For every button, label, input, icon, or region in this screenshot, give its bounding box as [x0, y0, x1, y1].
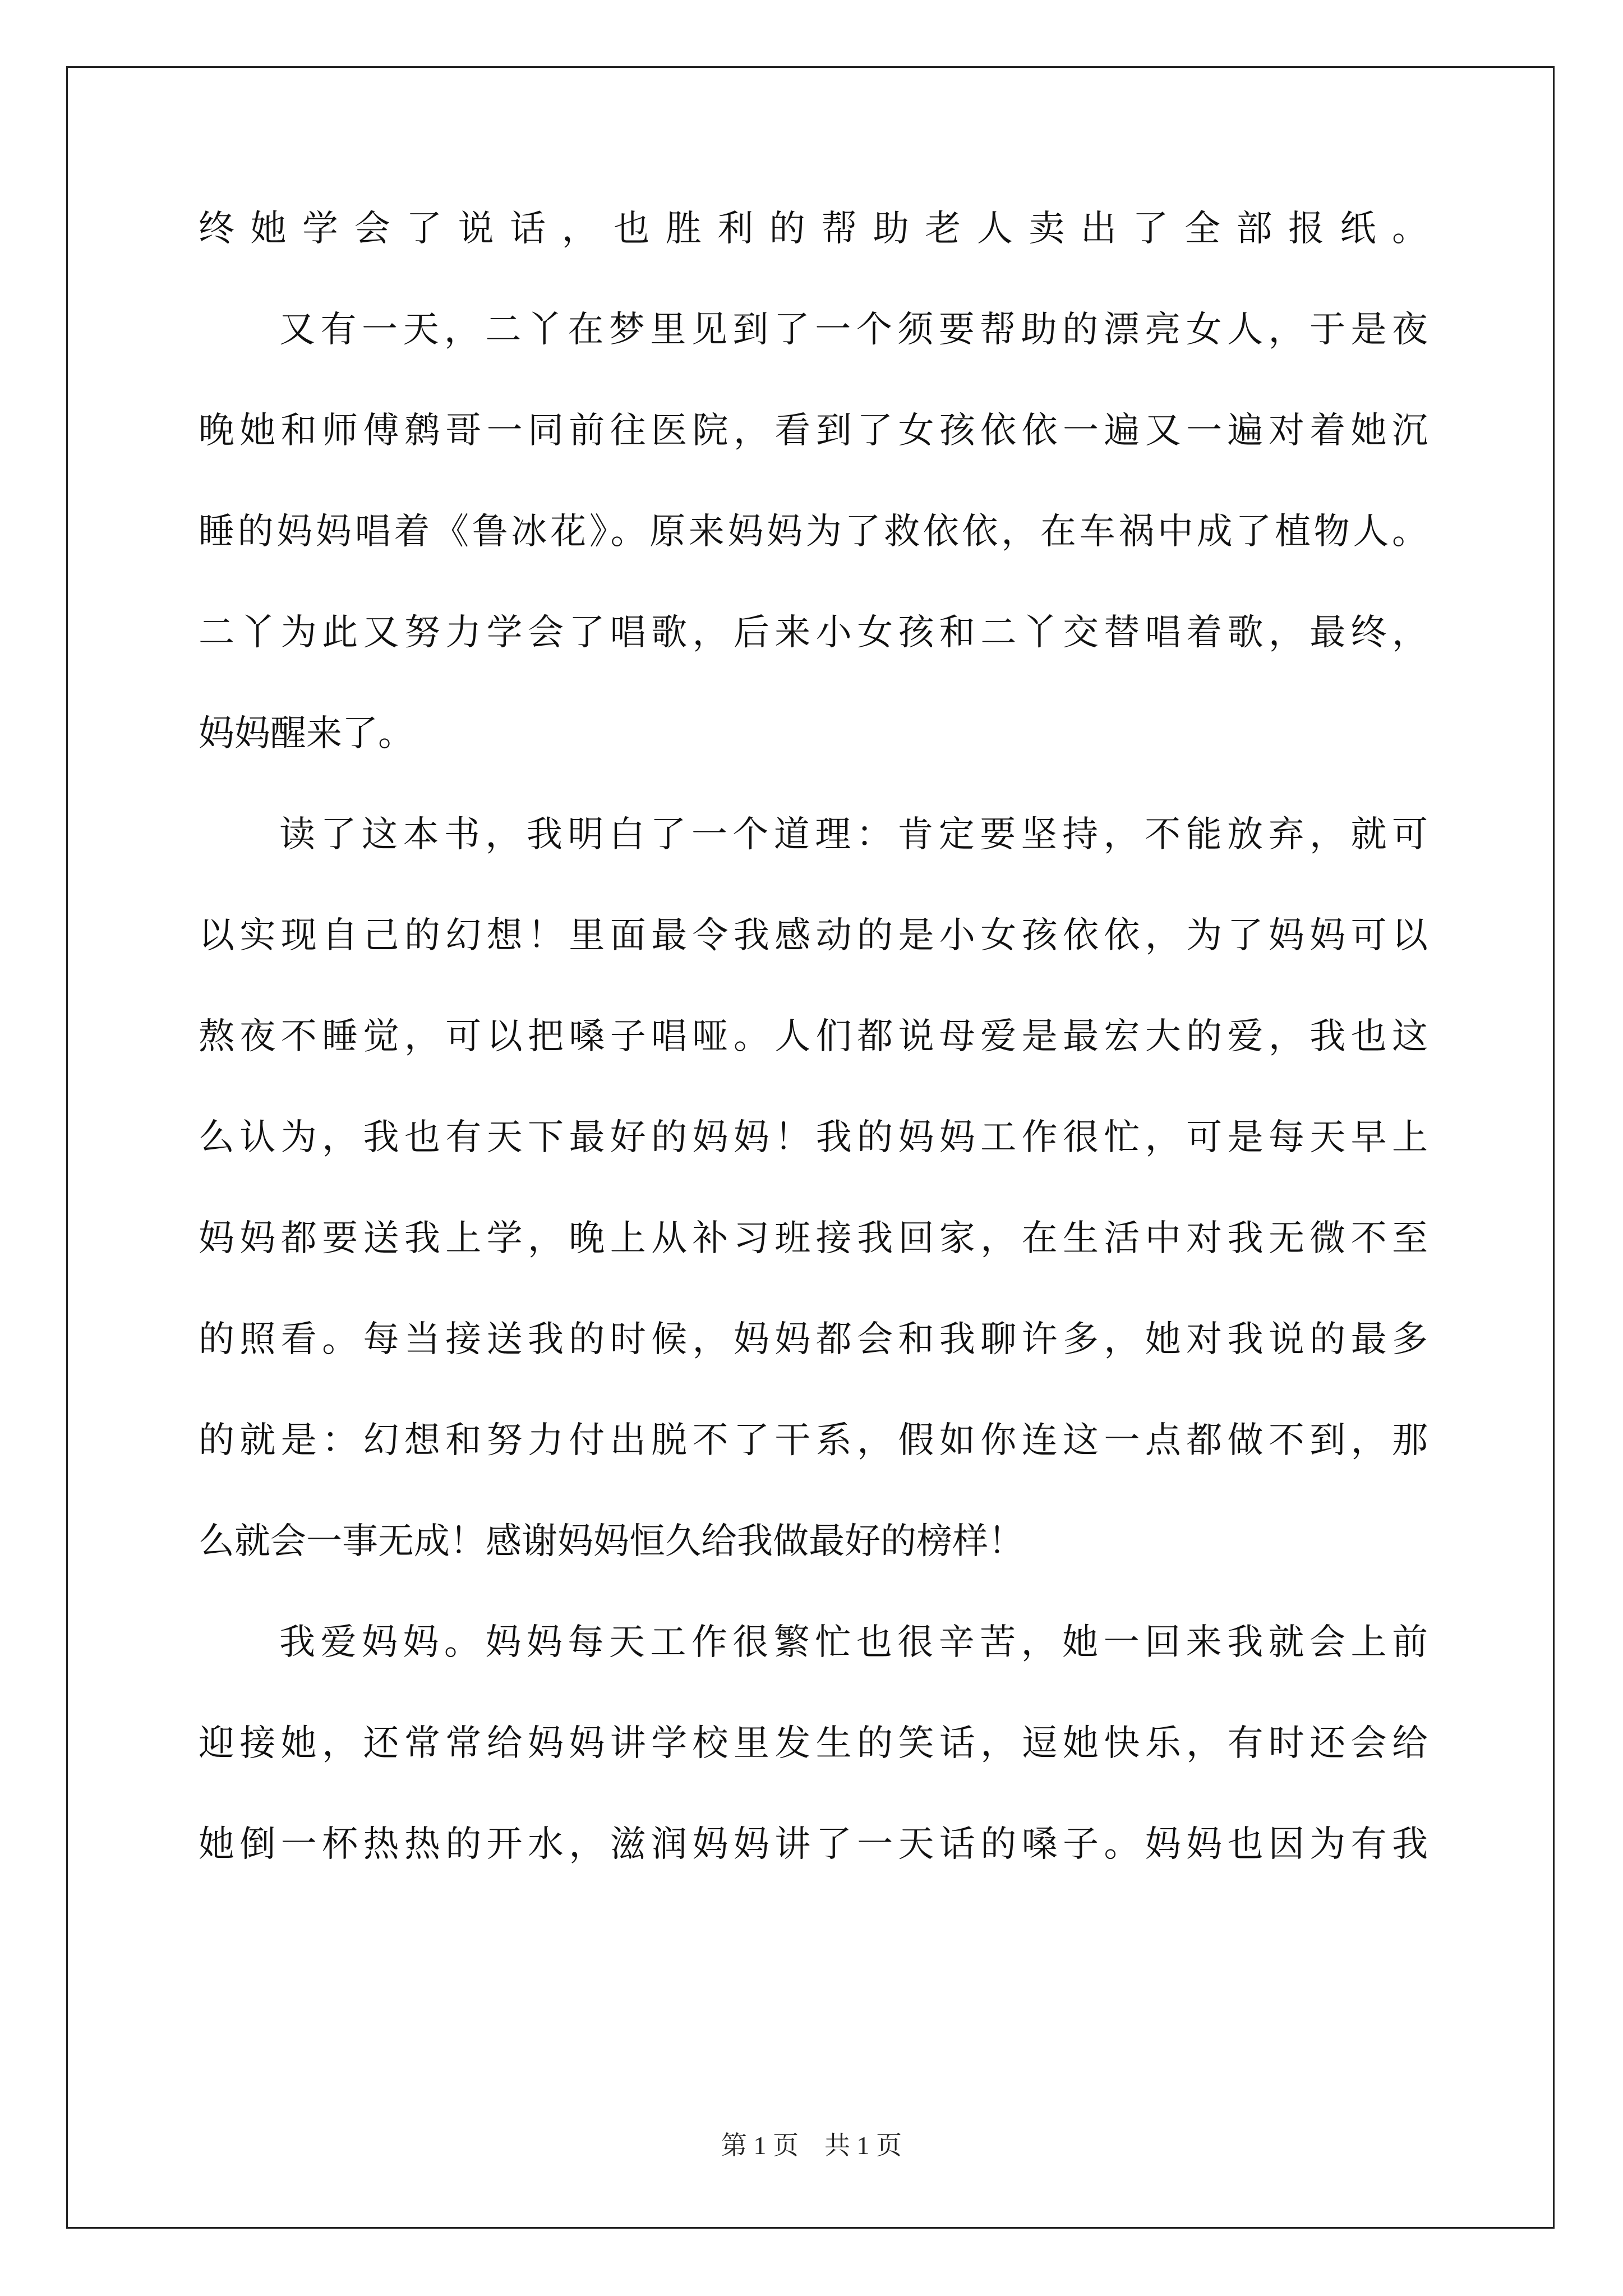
text-line: 么就会一事无成！感谢妈妈恒久给我做最好的榜样！ — [199, 1521, 1024, 1562]
text-line: 二丫为此又努力学会了唱歌，后来小女孩和二丫交替唱着歌，最终， — [199, 612, 1428, 654]
paragraph-first-line: 又有一天，二丫在梦里见到了一个须要帮助的漂亮女人，于是夜 — [279, 309, 1428, 351]
text-line: 么认为，我也有天下最好的妈妈！我的妈妈工作很忙，可是每天早上 — [199, 1117, 1428, 1158]
text-line: 的照看。每当接送我的时候，妈妈都会和我聊许多，她对我说的最多 — [199, 1319, 1428, 1360]
text-line: 妈妈都要送我上学，晚上从补习班接我回家，在生活中对我无微不至 — [199, 1218, 1428, 1259]
text-line: 睡的妈妈唱着《鲁冰花》。原来妈妈为了救依依，在车祸中成了植物人。 — [199, 511, 1428, 553]
text-line: 她倒一杯热热的开水，滋润妈妈讲了一天话的嗓子。妈妈也因为有我 — [199, 1824, 1428, 1865]
paragraph-first-line: 我爱妈妈。妈妈每天工作很繁忙也很辛苦，她一回来我就会上前 — [279, 1622, 1428, 1663]
text-line: 以实现自己的幻想！里面最令我感动的是小女孩依依，为了妈妈可以 — [199, 915, 1428, 956]
text-line: 妈妈醒来了。 — [199, 713, 414, 754]
text-line: 熬夜不睡觉，可以把嗓子唱哑。人们都说母爱是最宏大的爱，我也这 — [199, 1016, 1428, 1057]
text-line: 的就是：幻想和努力付出脱不了干系，假如你连这一点都做不到，那 — [199, 1420, 1428, 1461]
text-line: 迎接她，还常常给妈妈讲学校里发生的笑话，逗她快乐，有时还会给 — [199, 1723, 1428, 1764]
paragraph-first-line: 读了这本书，我明白了一个道理：肯定要坚持，不能放弃，就可 — [279, 814, 1428, 855]
text-line: 终她学会了说话，也胜利的帮助老人卖出了全部报纸。 — [199, 208, 1428, 250]
text-line: 晚她和师傅鹩哥一同前往医院，看到了女孩依依一遍又一遍对着她沉 — [199, 410, 1428, 452]
page-number: 第 1 页 共 1 页 — [721, 2131, 902, 2160]
